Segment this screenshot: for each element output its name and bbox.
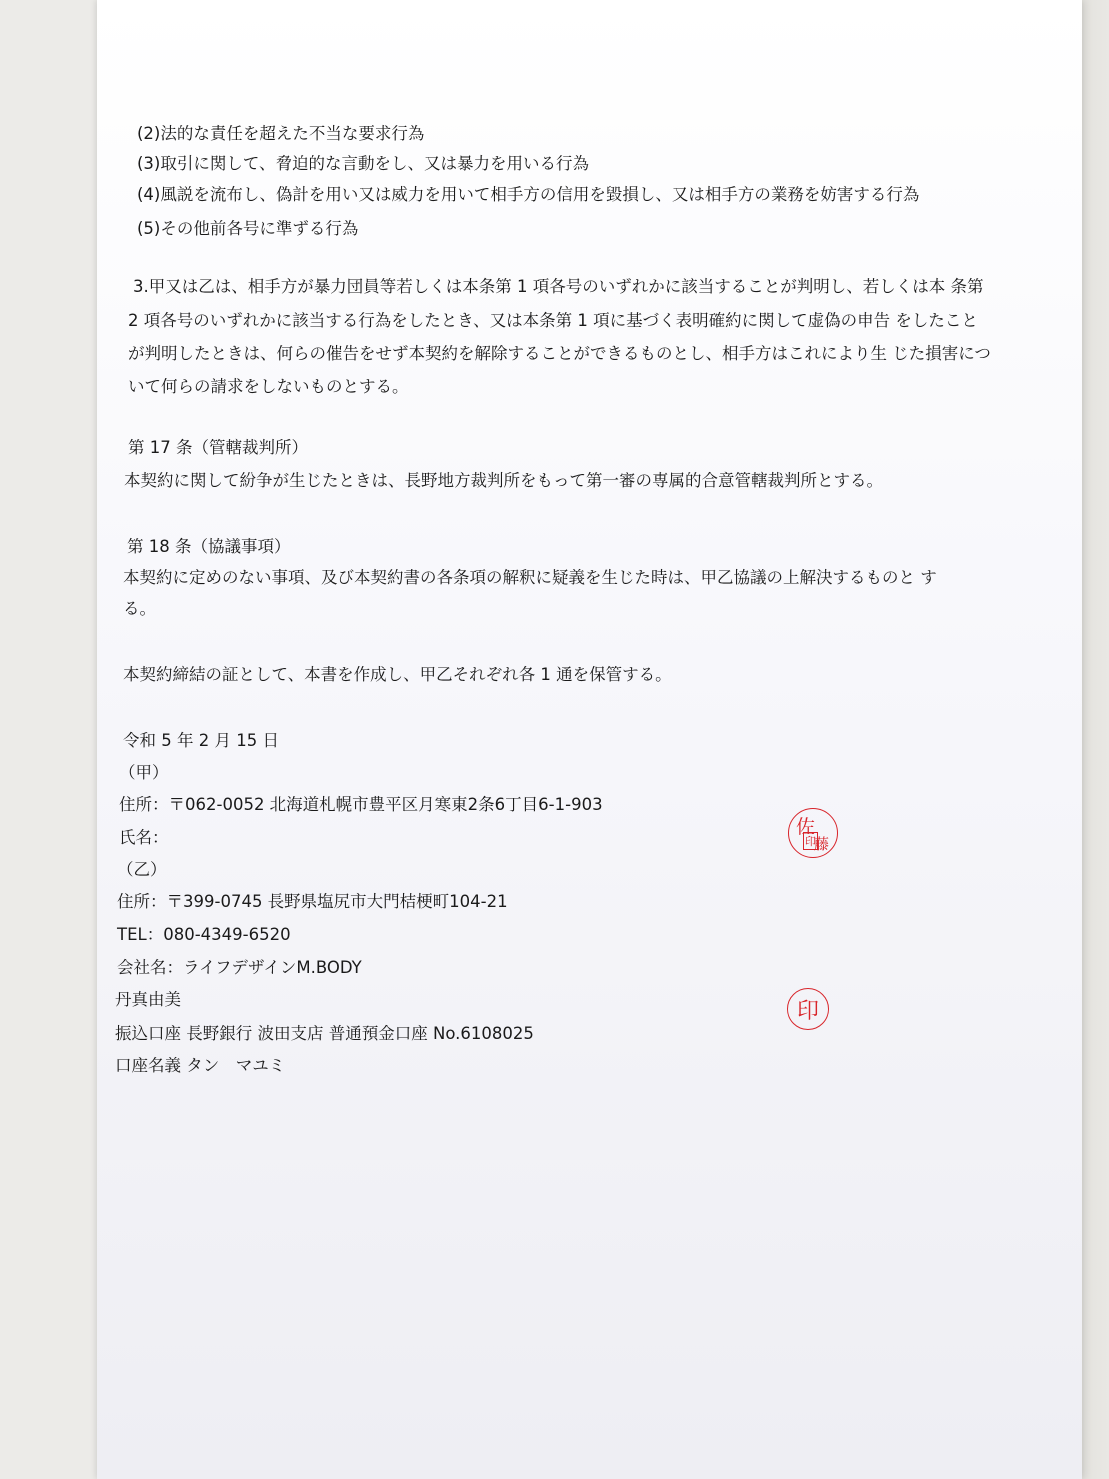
paragraph-3-line: いて何らの請求をしないものとする。 [128, 377, 409, 396]
party-b-name: 丹真由美 [115, 990, 181, 1009]
clause-item-2: (2)法的な責任を超えた不当な要求行為 [137, 124, 425, 143]
account-holder: 口座名義 タン マユミ [115, 1056, 286, 1075]
paragraph-3-line: 2 項各号のいずれかに該当する行為をしたとき、又は本条第 1 項に基づく表明確約に関して虚偽の申告 をしたこと [128, 311, 978, 330]
party-a-name: 氏名： [119, 828, 169, 847]
party-b-tel: TEL：080-4349-6520 [117, 925, 291, 944]
bank-account: 振込口座 長野銀行 波田支店 普通預金口座 No.6108025 [115, 1024, 534, 1043]
article-17-heading: 第 17 条（管轄裁判所） [128, 438, 308, 457]
article-18-heading: 第 18 条（協議事項） [127, 537, 291, 556]
seal-char: 佐 [796, 816, 816, 838]
closing-statement: 本契約締結の証として、本書を作成し、甲乙それぞれ各 1 通を保管する。 [123, 665, 672, 684]
clause-item-4: (4)風説を流布し、偽計を用い又は威力を用いて相手方の信用を毀損し、又は相手方の業務を妨害する行為 [137, 185, 920, 204]
article-17-text: 本契約に関して紛争が生じたときは、長野地方裁判所をもって第一審の専属的合意管轄裁判所とする。 [124, 471, 883, 490]
party-a-address: 住所：〒062-0052 北海道札幌市豊平区月寒東2条6丁目6-1-903 [119, 795, 603, 814]
seal-char: 印 [803, 832, 818, 850]
article-18-text: 本契約に定めのない事項、及び本契約書の各条項の解釈に疑義を生じた時は、甲乙協議の上解決するものと す [123, 568, 937, 587]
document-page [97, 0, 1082, 1479]
paragraph-3-line: が判明したときは、何らの催告をせず本契約を解除することができるものとし、相手方はこれにより生 じた損害につ [128, 344, 991, 363]
seal-stamp-sato [788, 808, 838, 858]
seal-stamp-in [787, 988, 829, 1030]
seal-char: 藤 [814, 835, 830, 853]
party-b-address: 住所：〒399-0745 長野県塩尻市大門桔梗町104-21 [117, 892, 508, 911]
party-a-label: （甲） [119, 763, 169, 782]
party-b-label: （乙） [117, 860, 167, 879]
clause-item-5: (5)その他前各号に準ずる行為 [137, 219, 359, 238]
article-18-text: る。 [123, 599, 156, 618]
clause-item-3: (3)取引に関して、脅迫的な言動をし、又は暴力を用いる行為 [137, 154, 590, 173]
contract-date: 令和 5 年 2 月 15 日 [123, 731, 279, 750]
paragraph-3-line: 3.甲又は乙は、相手方が暴力団員等若しくは本条第 1 項各号のいずれかに該当することが判明し、若しくは本 条第 [133, 277, 984, 296]
party-b-company: 会社名：ライフデザインM.BODY [117, 958, 362, 977]
seal-char: 印 [796, 998, 819, 1024]
